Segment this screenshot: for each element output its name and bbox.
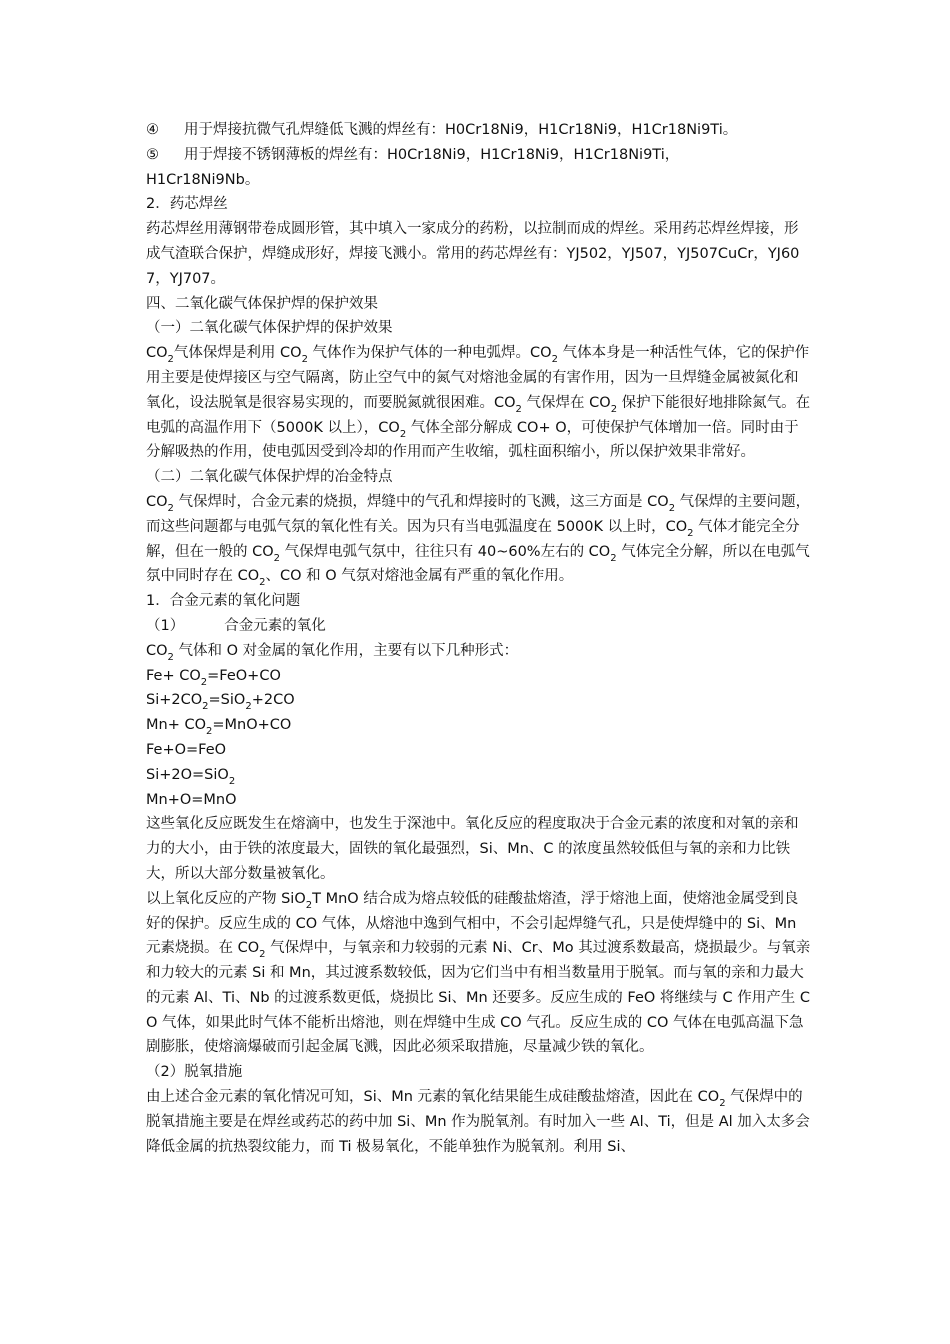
heading-flux-cored-wire: 2．药芯焊丝: [146, 196, 228, 213]
text-run: 气保焊的主要问题，而这些问题都与电弧气氛的氧化性有关。因为只有当电弧温度在 5000K 以上时，CO: [146, 493, 811, 535]
subscript: 2: [305, 899, 313, 911]
subscript: 2: [259, 577, 266, 589]
heading-oxidation-1: [146, 614, 812, 639]
text-run: 气体和 O 对金属的氧化作用，主要有以下几种形式：: [173, 642, 519, 659]
subscript: 2: [245, 701, 252, 713]
text-run: =FeO+CO: [207, 667, 281, 684]
text-run: CO: [146, 345, 168, 362]
chemical-equation: [146, 788, 812, 813]
list-item-text: 用于焊接不锈钢薄板的焊丝有：H0Cr18Ni9，H1Cr18Ni9，H1Cr18Ni9Ti，: [184, 146, 680, 163]
list-item-5: [146, 143, 812, 168]
subscript: 2: [202, 701, 209, 713]
chemical-equation: [146, 664, 812, 689]
item-title: 合金元素的氧化: [224, 617, 326, 634]
subscript: 2: [259, 949, 266, 961]
text-run: CO: [146, 493, 168, 510]
circled-4-marker: ④: [146, 122, 159, 138]
subsection-heading-4-2: （二）二氧化碳气体保护焊的冶金特点: [146, 469, 393, 486]
subscript: 2: [551, 354, 558, 366]
circled-5-marker: ⑤: [146, 146, 159, 163]
text-run: 由上述合金元素的氧化情况可知，Si、Mn 元素的氧化结果能生成硅酸盐熔渣，因此在 CO: [146, 1089, 720, 1106]
subscript: 2: [200, 676, 208, 688]
subscript: 2: [687, 527, 694, 539]
subscript: 2: [167, 502, 174, 514]
text-run: 气体全部分解成 CO+ O，可使保护气体增加一倍。同时由于分解吸热的作用，使电弧因受到冷却的作用而产生收缩，弧柱面积缩小，所以保护效果非常好。: [146, 419, 799, 461]
text-run: Mn+ CO: [146, 717, 206, 734]
text-run: 气保焊时，合金元素的烧损，焊缝中的气孔和焊接时的飞溅，这三方面是 CO: [173, 493, 669, 510]
chemical-equation: [146, 763, 812, 788]
text-run: 保护下能很好地排除氮气。在电弧的高温作用下（5000K 以上），CO: [146, 394, 811, 436]
paragraph-deoxidation: [146, 1085, 812, 1159]
text-run: Mn+O=MnO: [146, 791, 237, 808]
item-number: （1）: [146, 617, 185, 634]
text-run: T MnO 结合成为熔点较低的硅酸盐熔渣，浮于熔池上面，使熔池金属受到良好的保护。反应生成的 CO 气体，从熔池中逸到气相中，不会引起焊缝气孔，只是使焊缝中的 Si、Mn 元素烧损。在 CO: [146, 890, 799, 957]
paragraph-oxidation-forms: [146, 639, 812, 664]
subscript: 2: [167, 354, 174, 366]
text-run: =MnO+CO: [212, 717, 292, 734]
paragraph-oxidation-products: [146, 887, 812, 1061]
subscript: 2: [610, 403, 618, 415]
chemical-equation: [146, 738, 812, 763]
text-run: 气体保焊是利用 CO: [173, 345, 302, 362]
document-page: [146, 118, 812, 1159]
chemical-equation: [146, 713, 812, 738]
subscript: 2: [668, 502, 676, 514]
text-run: Fe+O=FeO: [146, 741, 227, 758]
paragraph-metallurgy: [146, 490, 812, 589]
text-run: 气体完全分解，所以在电弧气氛中同时存在 CO: [146, 543, 810, 585]
text-run: 气体作为保护气体的一种电弧焊。CO: [307, 345, 552, 362]
equation-list: [146, 664, 812, 813]
subscript: 2: [719, 1098, 726, 1110]
subsection-heading-4-1: （一）二氧化碳气体保护焊的保护效果: [146, 320, 393, 337]
subscript: 2: [610, 552, 617, 564]
paragraph-protection-effect: [146, 341, 812, 465]
subscript: 2: [399, 428, 407, 440]
text-run: CO: [146, 642, 168, 659]
chemical-equation: [146, 688, 812, 713]
text-run: Si+2O=SiO: [146, 766, 229, 783]
text-run: 、CO 和 O 气氛对熔池金属有严重的氧化作用。: [265, 568, 574, 585]
subscript: 2: [273, 552, 281, 564]
paragraph-oxidation-degree: 这些氧化反应既发生在熔滴中，也发生于深池中。氧化反应的程度取决于合金元素的浓度和对氧的亲和力的大小，由于铁的浓度最大，固铁的氧化最强烈，Si、Mn、C 的浓度虽然较低但与氧的亲和力比铁大，所以大部分数量被氧化。: [146, 816, 799, 882]
list-item-4: [146, 118, 812, 143]
text-run: 气体本身是一种活性气体，它的保护作用主要是使焊接区与空气隔离，防止空气中的氮气对熔池金属的有害作用，因为一旦焊缝金属被氮化和氧化，设法脱氧是很容易实现的，而要脱氮就很困难。CO: [146, 345, 810, 411]
subscript: 2: [228, 775, 236, 787]
list-item-text: 用于焊接抗微气孔焊缝低飞溅的焊丝有：H0Cr18Ni9，H1Cr18Ni9，H1Cr18Ni9Ti。: [184, 122, 738, 138]
text-run: 气保焊中，与氧亲和力较弱的元素 Ni、Cr、Mo 其过渡系数最高，烧损最少。与氧亲和力较大的元素 Si 和 Mn，其过渡系数较低，因为它们当中有相当数量用于脱氧。而与氧的亲和力最大的元素 Al、Ti、Nb 的过渡系数更低，烧损比 Si、Mn 还要多。反应生成的 FeO 将继续与 C 作用产生 CO 气体，如果此时气体不能析出熔池，则在焊缝中生成 CO 气孔。反应生成的 CO 气体在电弧高温下急剧膨胀，使熔滴爆破而引起金属飞溅，因此必须采取措施，尽量减少铁的氧化。: [146, 940, 811, 1056]
text-run: +2CO: [251, 692, 295, 709]
text-run: 气体才能完全分解，但在一般的 CO: [146, 518, 800, 560]
paragraph-flux-cored-wire: 药芯焊丝用薄钢带卷成圆形管，其中填入一家成分的药粉，以拉制而成的焊丝。采用药芯焊丝焊接，形成气渣联合保护，焊缝成形好，焊接飞溅小。常用的药芯焊丝有：YJ502，YJ507，YJ507CuCr，YJ607，YJ707。: [146, 221, 800, 287]
list-item-5-continued: H1Cr18Ni9Nb。: [146, 171, 260, 188]
text-run: 气保焊电弧气氛中，往往只有 40~60%左右的 CO: [280, 543, 611, 560]
text-run: 气保焊在 CO: [521, 394, 611, 411]
text-run: Fe+ CO: [146, 667, 201, 684]
heading-deoxidation: （2）脱氧措施: [146, 1064, 243, 1081]
subscript: 2: [515, 403, 522, 415]
subscript: 2: [167, 651, 174, 663]
text-run: 气保焊中的脱氧措施主要是在焊丝或药芯的药中加 Si、Mn 作为脱氧剂。有时加入一些 Al、Ti，但是 Al 加入太多会降低金属的抗热裂纹能力，而 Ti 极易氧化，不能单独作为脱氧剂。利用 Si、: [146, 1089, 810, 1155]
subscript: 2: [206, 726, 213, 738]
text-run: =SiO: [208, 692, 246, 709]
text-run: 以上氧化反应的产物 SiO: [146, 890, 306, 907]
heading-alloy-oxidation: 1．合金元素的氧化问题: [146, 593, 301, 610]
section-heading-4: 四、二氧化碳气体保护焊的保护效果: [146, 295, 378, 312]
text-run: Si+2CO: [146, 692, 203, 709]
subscript: 2: [301, 354, 308, 366]
